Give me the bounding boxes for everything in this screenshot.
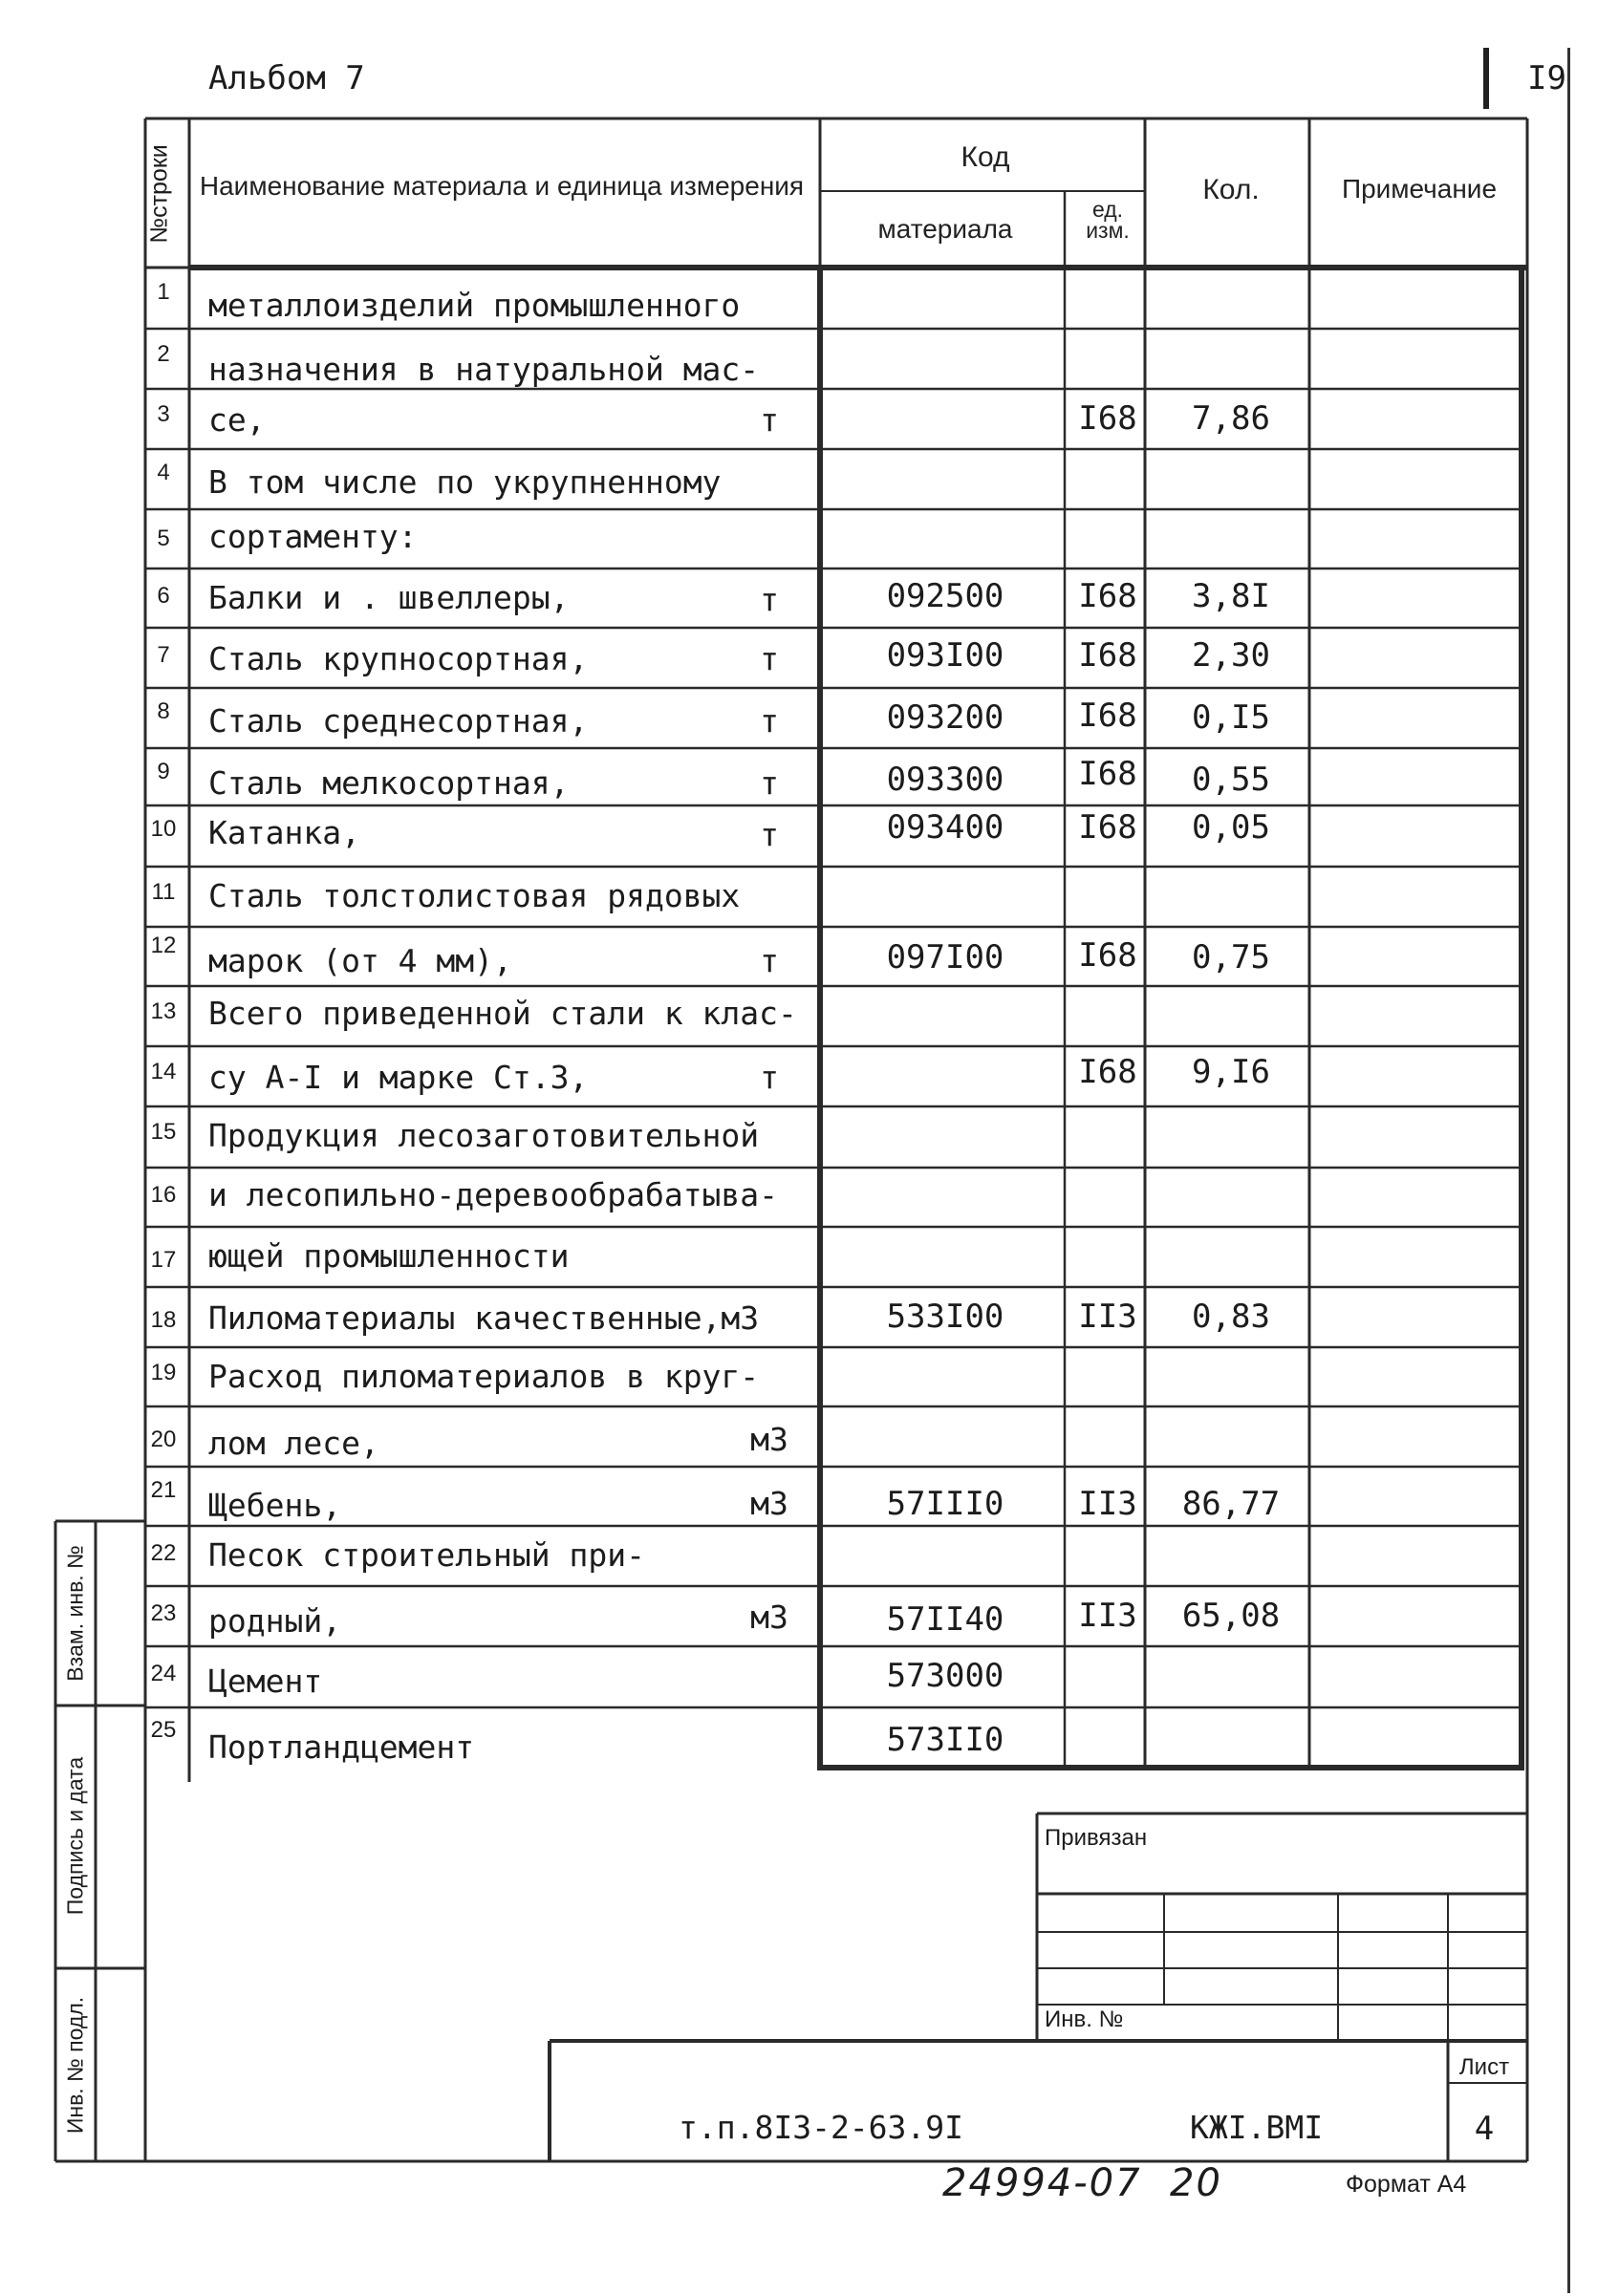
row-name: Сталь крупносортная, — [208, 640, 589, 677]
table-row — [0, 399, 1529, 457]
row-quantity: 0,55 — [1192, 761, 1270, 799]
table-row — [0, 460, 1529, 517]
row-unit: т — [760, 1059, 779, 1096]
header-note: Примечание — [1341, 174, 1498, 204]
table-row — [0, 1597, 1529, 1654]
row-number: 1 — [157, 279, 170, 305]
row-name: сортаменту: — [208, 518, 418, 555]
row-unit: т — [760, 702, 779, 740]
row-material-code: 093200 — [886, 698, 1004, 737]
row-number: 8 — [157, 698, 170, 724]
row-unit-code: I68 — [1078, 636, 1137, 675]
table-row — [0, 1237, 1529, 1295]
row-material-code: 093300 — [886, 761, 1004, 799]
row-name: Щебень, — [208, 1487, 342, 1524]
row-number: 7 — [157, 642, 170, 668]
title-block-privyazan: Привязан — [1045, 1825, 1148, 1851]
row-number: 25 — [150, 1717, 177, 1743]
table-row — [0, 997, 1529, 1054]
table-row — [0, 1477, 1529, 1534]
row-name: назначения в натуральной мас- — [208, 351, 760, 388]
table-row — [0, 1657, 1529, 1714]
row-unit-code: I68 — [1078, 399, 1137, 438]
row-number: 24 — [150, 1661, 177, 1686]
row-material-code: 093I00 — [886, 636, 1004, 675]
title-block-inv-no: Инв. № — [1045, 2006, 1124, 2032]
row-name: Портландцемент — [208, 1728, 475, 1766]
table-row — [0, 1536, 1529, 1594]
row-number: 17 — [150, 1247, 177, 1273]
row-name: Песок строительный при- — [208, 1536, 645, 1574]
row-number: 12 — [150, 933, 177, 958]
row-unit: м3 — [750, 1485, 788, 1522]
table-row — [0, 698, 1529, 756]
title-block-sheet-number: 4 — [1474, 2110, 1495, 2148]
row-unit: т — [760, 581, 779, 618]
table-row — [0, 579, 1529, 636]
row-quantity: 0,75 — [1192, 938, 1270, 976]
row-number: 20 — [150, 1427, 177, 1452]
archive-stamp-number: 24994-07 20 — [942, 2161, 1222, 2205]
row-unit: т — [760, 401, 779, 439]
row-name: В том числе по укрупненному — [208, 463, 722, 501]
title-block-document-code: т.п.8I3-2-63.9I — [679, 2109, 964, 2146]
row-unit: т — [760, 764, 779, 802]
title-block-sheet-label: Лист — [1458, 2054, 1510, 2080]
row-quantity: 0,83 — [1192, 1298, 1270, 1336]
row-name: родный, — [208, 1602, 342, 1640]
table-row — [0, 1298, 1529, 1355]
row-unit: м3 — [750, 1599, 788, 1636]
header-row-number: №строки — [145, 144, 173, 244]
row-unit-code: II3 — [1078, 1485, 1137, 1523]
row-number: 4 — [157, 460, 170, 485]
row-name: Пиломатериалы качественные,м3 — [208, 1299, 760, 1337]
row-number: 2 — [157, 341, 170, 367]
row-number: 5 — [157, 526, 170, 551]
header-code: Код — [961, 141, 1010, 173]
row-quantity: 0,05 — [1192, 808, 1270, 847]
side-label-inv-podl: Инв. № подл. — [62, 1996, 88, 2135]
header-quantity: Кол. — [1202, 174, 1260, 205]
row-material-code: 093400 — [886, 808, 1004, 847]
row-number: 10 — [150, 816, 177, 842]
table-row — [0, 1417, 1529, 1474]
row-number: 3 — [157, 401, 170, 427]
title-block-document-mark: КЖI.ВМI — [1190, 2109, 1324, 2146]
row-material-code: 573II0 — [886, 1721, 1004, 1759]
row-name: Всего приведенной стали к клас- — [208, 995, 797, 1032]
header-unit: ед. изм. — [1086, 197, 1130, 243]
table-row — [0, 1358, 1529, 1415]
row-unit: т — [760, 816, 779, 853]
row-number: 14 — [150, 1059, 177, 1084]
table-row — [0, 638, 1529, 696]
row-number: 11 — [151, 879, 176, 905]
row-name: Сталь среднесортная, — [208, 702, 589, 740]
side-label-signature: Подпись и дата — [62, 1756, 88, 1916]
row-unit-code: I68 — [1078, 808, 1137, 847]
row-number: 22 — [150, 1540, 177, 1566]
row-name: се, — [208, 401, 266, 439]
row-material-code: 573000 — [886, 1657, 1004, 1695]
header-material: материала — [877, 214, 1013, 244]
row-unit-code: I68 — [1078, 755, 1137, 793]
row-quantity: 7,86 — [1192, 399, 1270, 438]
row-name: ющей промышленности — [208, 1237, 570, 1275]
row-unit-code: I68 — [1078, 577, 1137, 615]
row-name: Сталь мелкосортная, — [208, 764, 570, 802]
table-row — [0, 520, 1529, 577]
row-material-code: 092500 — [886, 577, 1004, 615]
row-material-code: 097I00 — [886, 938, 1004, 976]
table-row — [0, 279, 1529, 336]
row-number: 15 — [150, 1119, 177, 1145]
header-name: Наименование материала и единица измерения — [199, 171, 805, 201]
row-number: 9 — [157, 759, 170, 784]
row-quantity: 3,8I — [1192, 577, 1270, 615]
row-name: Балки и . швеллеры, — [208, 579, 570, 616]
row-unit-code: II3 — [1078, 1597, 1137, 1635]
row-unit-code: II3 — [1078, 1298, 1137, 1336]
row-unit: т — [760, 640, 779, 677]
table-row — [0, 755, 1529, 816]
row-name: су А-I и марке Ст.3, — [208, 1059, 589, 1096]
album-label: Альбом 7 — [208, 59, 365, 97]
row-material-code: 57II40 — [886, 1600, 1004, 1639]
row-name: Продукция лесозаготовительной — [208, 1117, 760, 1154]
row-number: 19 — [150, 1360, 177, 1385]
table-row — [0, 339, 1529, 397]
paper-format-label: Формат А4 — [1346, 2171, 1467, 2198]
row-quantity: 0,I5 — [1192, 698, 1270, 737]
row-unit: м3 — [750, 1421, 788, 1458]
row-number: 13 — [150, 998, 177, 1024]
table-row — [0, 877, 1529, 934]
row-name: лом лесе, — [208, 1425, 379, 1462]
table-row — [0, 1717, 1529, 1774]
row-name: марок (от 4 мм), — [208, 942, 512, 979]
table-row — [0, 933, 1529, 994]
row-name: Расход пиломатериалов в круг- — [208, 1358, 760, 1395]
sheet-number: I9 — [1527, 59, 1566, 97]
table-row — [0, 1053, 1529, 1114]
row-quantity: 2,30 — [1192, 636, 1270, 675]
row-number: 23 — [150, 1600, 177, 1626]
table-row — [0, 1178, 1529, 1235]
row-quantity: 86,77 — [1181, 1485, 1281, 1523]
row-number: 18 — [150, 1307, 177, 1333]
row-name: металлоизделий промышленного — [208, 287, 741, 324]
row-number: 21 — [150, 1477, 177, 1503]
row-quantity: 65,08 — [1181, 1597, 1281, 1635]
table-row — [0, 1117, 1529, 1174]
row-number: 6 — [157, 583, 170, 609]
row-name: Цемент — [208, 1663, 323, 1700]
row-material-code: 533I00 — [886, 1298, 1004, 1336]
row-name: и лесопильно-деревообрабатыва- — [208, 1176, 779, 1213]
row-unit-code: I68 — [1078, 1053, 1137, 1091]
row-unit-code: I68 — [1078, 697, 1137, 735]
row-unit: т — [760, 942, 779, 979]
row-unit-code: I68 — [1078, 936, 1137, 975]
row-quantity: 9,I6 — [1192, 1053, 1270, 1091]
row-name: Сталь толстолистовая рядовых — [208, 877, 741, 914]
side-label-vzam: Взам. инв. № — [62, 1545, 88, 1682]
table-row — [0, 808, 1529, 871]
row-name: Катанка, — [208, 814, 360, 851]
row-material-code: 57III0 — [886, 1485, 1004, 1523]
row-number: 16 — [150, 1182, 177, 1208]
